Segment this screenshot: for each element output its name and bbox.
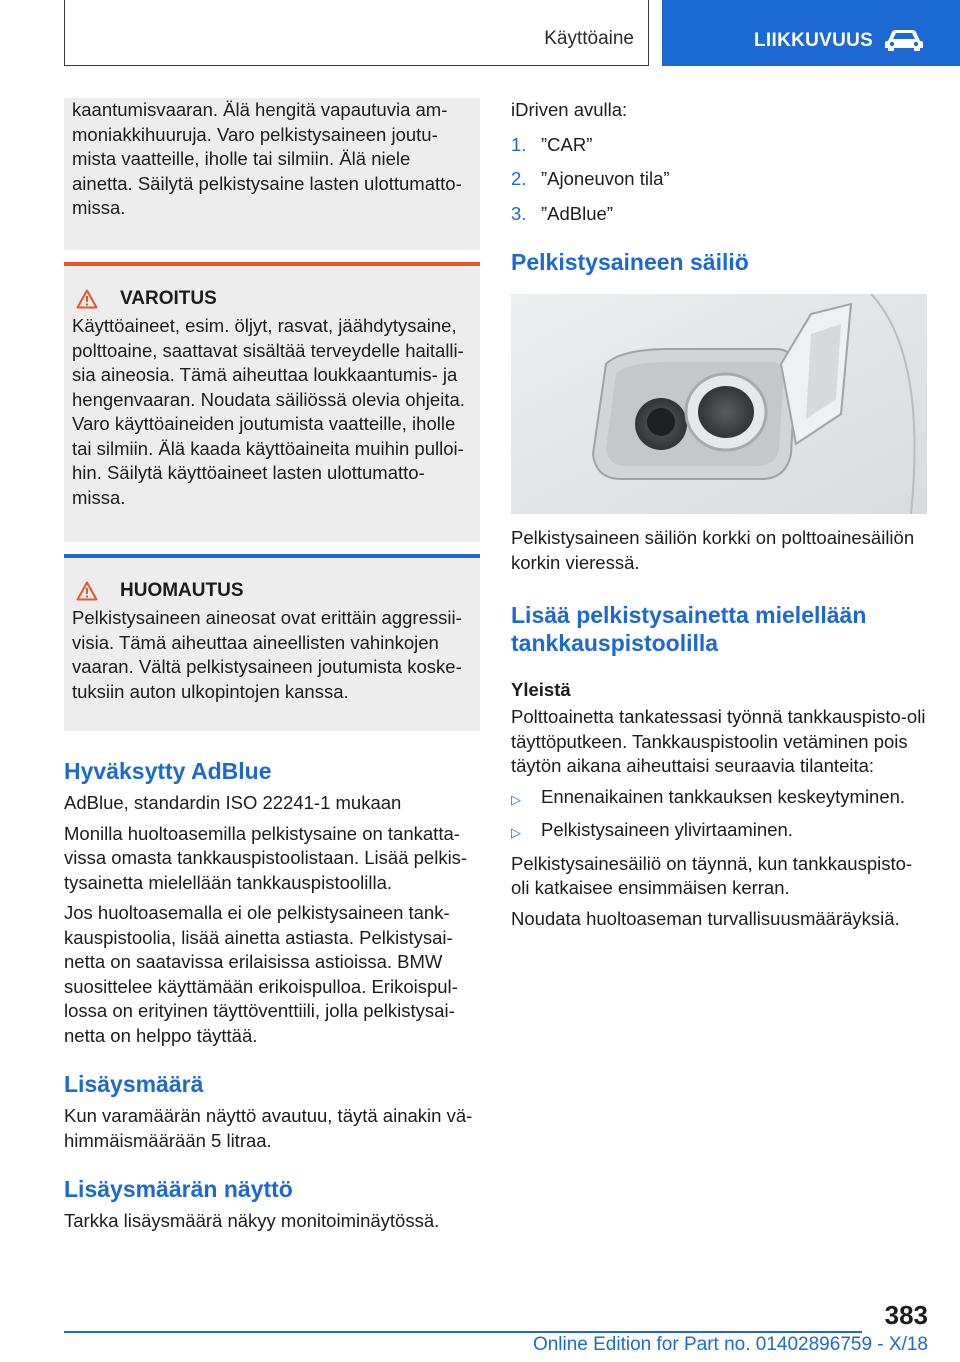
page-number: 383 [884, 1300, 928, 1330]
list-number: 2. [511, 168, 527, 189]
notice-triangle-icon [76, 581, 98, 601]
triangle-bullet-icon: ▷ [511, 791, 521, 807]
tank-cap-photo [511, 294, 927, 514]
heading-fill-amount: Lisäysmäärä [64, 1071, 204, 1097]
numbered-steps [511, 133, 929, 227]
paragraph: AdBlue, standardin ISO 22241-1 mukaan [64, 792, 402, 813]
photo-caption: Pelkistysaineen säiliön korkki on polttoainesäiliön korkin vieressä. [511, 527, 915, 573]
list-text: ”CAR” [541, 133, 593, 155]
notice-title: HUOMAUTUS [120, 580, 244, 601]
warning-box [64, 262, 480, 542]
tank-cap-illustration [511, 294, 927, 514]
heading-general: Yleistä [511, 679, 571, 700]
chapter-title: Käyttöaine [544, 28, 634, 49]
heading-tank: Pelkistysaineen säiliö [511, 249, 749, 275]
list-number: 3. [511, 202, 527, 224]
right-column [511, 98, 929, 937]
header-section-tab [662, 0, 960, 66]
car-icon [884, 26, 924, 52]
paragraph: Kun varamäärän näyttö avautuu, täytä ainakin vä-himmäismäärään 5 litraa. [64, 1105, 473, 1151]
list-number: 1. [511, 133, 527, 155]
list-item [511, 133, 929, 158]
footer-divider [64, 1331, 862, 1333]
list-text: ”AdBlue” [541, 202, 613, 224]
paragraph: Polttoainetta tankatessasi työnnä tankkauspisto-oli täyttöputkeen. Tankkauspistoolin vetäminen pois täytön aikana aiheuttaisi seuraavia tilanteita: [511, 706, 926, 776]
left-column [64, 98, 480, 1240]
paragraph: Noudata huoltoaseman turvallisuusmääräyksiä. [511, 907, 900, 929]
list-text: ”Ajoneuvon tila” [541, 168, 670, 189]
paragraph: Pelkistysainesäiliö on täynnä, kun tankkauspisto-oli katkaisee ensimmäisen kerran. [511, 852, 913, 898]
heading-fill-amount-display: Lisäysmäärän näyttö [64, 1176, 293, 1202]
triangle-bullet-icon: ▷ [511, 825, 521, 840]
paragraph: Monilla huoltoasemilla pelkistysaine on tankatta-vissa omasta tankkauspistoolistaan. Lisää pelkis-tysainetta mielellään tankkauspistoolilla. [64, 822, 468, 893]
edition-footer: Online Edition for Part no. 01402896759 - X/18 [532, 1334, 928, 1355]
warning-title: VAROITUS [120, 288, 217, 309]
paragraph: Jos huoltoasemalla ei ole pelkistysaineen tank-kauspistoolia, lisää ainetta astiasta. Pelkistysai-netta on saatavissa erilaisissa astioissa. BMW suosittelee käyttämään erikoispulloa. Erikoispul-lossa on erityinen täyttöventtiili, jolla pelkistysai-netta on helppo täyttää. [64, 902, 458, 1046]
bullet-list [511, 785, 929, 846]
continued-warning-text: kaantumisvaaran. Älä hengitä vapautuvia am-moniakkihuuruja. Varo pelkistysaineen joutu-mista vaatteille, iholle tai silmiin. Älä niele ainetta. Säilytä pelkistysaine lasten ulottumatto-missa. [72, 99, 462, 218]
list-item [511, 167, 929, 192]
paragraph: iDriven avulla: [511, 99, 628, 120]
paragraph: Tarkka lisäysmäärä näkyy monitoiminäytössä. [64, 1210, 440, 1231]
list-item [511, 202, 929, 227]
list-item [511, 818, 929, 846]
warning-header [72, 288, 472, 310]
list-text: Ennenaikainen tankkauksen keskeytyminen. [541, 785, 906, 807]
warning-text: Käyttöaineet, esim. öljyt, rasvat, jäähdytysaine, polttoaine, saattavat sisältää terveydelle haitalli-sia aineosia. Tämä aiheuttaa loukkaantumis- ja hengenvaaran. Noudata säiliössä olevia ohjeita. Varo käyttöaineiden joutumista vaatteille, iholle tai silmiin. Älä kaada käyttöaineita muihin pulloi-hin. Säilytä käyttöaineet lasten ulottumatto-missa. [72, 315, 465, 508]
section-title: LIIKKUVUUS [754, 30, 874, 51]
notice-header [72, 580, 472, 602]
heading-prefer-pistol: Lisää pelkistysainetta mielellään tankkauspistoolilla [511, 602, 867, 656]
heading-approved-adblue: Hyväksytty AdBlue [64, 758, 272, 784]
notice-text: Pelkistysaineen aineosat ovat erittäin aggressii-visia. Tämä aiheuttaa aineellisten vahinkojen vaaran. Vältä pelkistysaineen joutumista koske-tuksiin auton ulkopintojen kanssa. [72, 607, 462, 702]
list-item [511, 785, 929, 813]
continued-warning-box [64, 98, 480, 250]
warning-triangle-icon [76, 289, 98, 309]
header-chapter-box [64, 0, 649, 66]
notice-box [64, 554, 480, 731]
list-text: Pelkistysaineen ylivirtaaminen. [541, 819, 793, 840]
